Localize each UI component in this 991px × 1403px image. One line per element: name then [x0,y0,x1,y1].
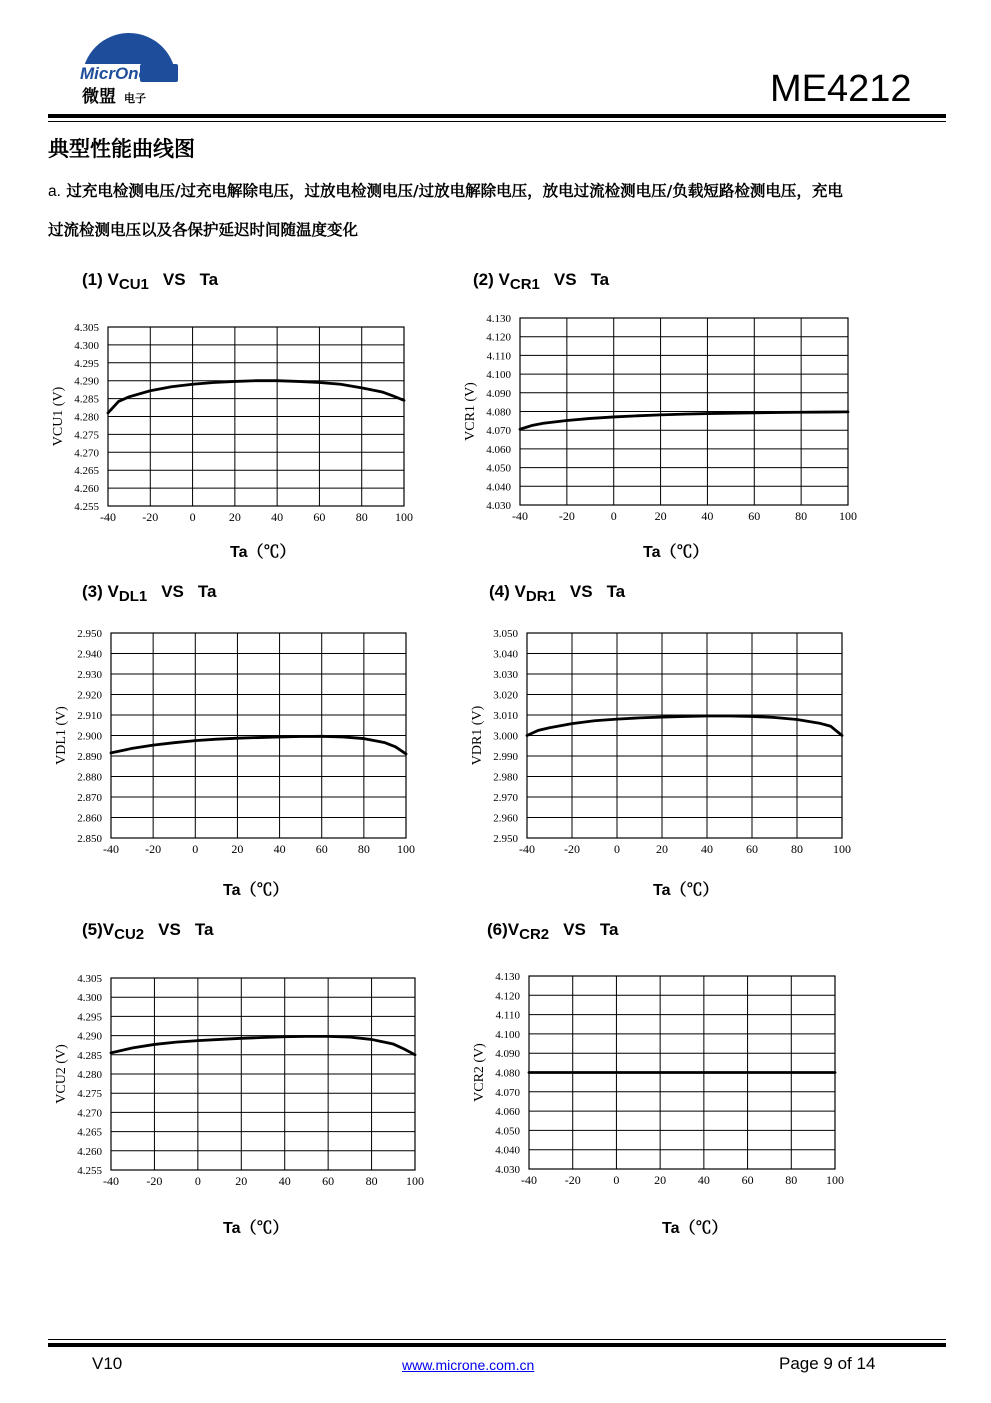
xaxis-label-5: Ta（℃） [223,1220,289,1237]
x-tick-label: -40 [100,510,116,524]
description-text-1: 过充电检测电压/过充电解除电压，过放电检测电压/过放电解除电压，放电过流检测电压/负载短路检测电压，充电 [66,182,843,200]
x-tick-label: 0 [192,842,199,856]
y-tick-label: 4.290 [74,375,99,388]
y-tick-label: 4.060 [495,1106,520,1119]
y-tick-label: 4.070 [486,425,511,438]
x-tick-label: 20 [654,1173,667,1187]
chart-title-4: (4) $V_{DR1}$ VS Ta [489,582,626,605]
x-tick-label: 80 [785,1173,798,1187]
x-tick-label: -40 [521,1173,537,1187]
y-tick-label: 4.260 [77,1145,102,1158]
y-tick-label: 4.280 [74,411,99,424]
x-tick-label: -40 [103,842,119,856]
xaxis-label-6: Ta（℃） [662,1220,728,1237]
y-tick-label: 4.270 [77,1107,102,1120]
description-prefix: a. [48,183,61,200]
y-tick-label: 2.890 [77,751,102,763]
y-tick-label: 2.950 [493,833,518,845]
y-tick-label: 4.120 [495,990,520,1003]
y-tick-label: 4.285 [77,1049,102,1062]
xaxis-label-4: Ta（℃） [653,882,719,899]
chart-title-2: (2) $V_{CR1}$ VS Ta [473,270,610,293]
x-tick-label: 100 [833,842,851,856]
y-tick-label: 2.980 [493,771,518,784]
section-title: 典型性能曲线图 [48,137,195,161]
y-tick-label: 4.050 [486,462,511,475]
y-tick-label: 4.300 [77,992,102,1005]
y-tick-label: 4.275 [77,1088,102,1101]
y-axis-label: VCU2 (V) [54,1044,69,1104]
y-tick-label: 4.110 [486,350,511,363]
y-tick-label: 4.120 [486,331,511,344]
y-tick-label: 4.050 [495,1125,520,1138]
x-tick-label: 60 [746,842,758,856]
x-tick-label: 20 [235,1174,248,1188]
y-tick-label: 4.030 [486,500,511,512]
x-tick-label: 20 [228,510,241,524]
x-tick-label: 20 [656,842,668,856]
y-tick-label: 4.305 [77,973,102,985]
chart-1 [51,322,413,524]
y-tick-label: 4.275 [74,429,99,442]
x-tick-label: -20 [145,842,162,856]
y-tick-label: 2.970 [493,792,518,804]
x-tick-label: 60 [313,510,326,524]
y-tick-label: 2.940 [77,648,102,661]
y-tick-label: 3.000 [493,730,518,743]
x-tick-label: -40 [519,842,535,856]
x-tick-label: 80 [791,842,803,856]
footer-rule-thick [48,1343,946,1347]
x-tick-label: 100 [839,509,857,523]
series-line [111,1036,415,1054]
x-tick-label: 100 [397,842,415,856]
y-axis-label: VDR1 (V) [470,705,485,766]
x-tick-label: -20 [564,842,580,856]
x-tick-label: 40 [273,842,286,856]
chart-5 [54,973,424,1188]
y-tick-label: 2.920 [77,689,102,702]
x-tick-label: 80 [795,509,808,523]
y-tick-label: 4.030 [495,1164,520,1176]
chart-2 [463,313,857,523]
y-tick-label: 4.280 [77,1069,102,1081]
series-line [108,381,404,413]
footer-rule-thin [48,1339,946,1340]
y-tick-label: 3.030 [493,669,518,681]
chart-6 [472,971,844,1187]
y-axis-label: VCR2 (V) [472,1043,487,1102]
y-tick-label: 3.020 [493,689,518,702]
y-tick-label: 4.070 [495,1086,520,1099]
x-tick-label: -20 [142,510,159,524]
series-line [111,736,406,754]
y-tick-label: 2.960 [493,812,518,825]
y-tick-label: 2.870 [77,792,102,804]
footer-page-number: Page 9 of 14 [779,1354,876,1373]
y-tick-label: 4.130 [495,971,520,983]
y-tick-label: 4.260 [74,483,99,496]
x-tick-label: 0 [614,842,620,856]
x-tick-label: 100 [826,1173,844,1187]
x-tick-label: 20 [231,842,244,856]
y-tick-label: 2.860 [77,812,102,825]
y-tick-label: 4.300 [74,339,99,352]
x-tick-label: 40 [701,509,714,523]
y-tick-label: 2.930 [77,669,102,681]
series-line [520,412,848,429]
x-tick-label: 40 [278,1174,291,1188]
y-tick-label: 4.080 [495,1067,520,1080]
x-tick-label: 100 [395,510,413,524]
y-axis-label: VDL1 (V) [54,706,69,765]
y-tick-label: 2.910 [77,710,102,722]
y-tick-label: 3.010 [493,710,518,722]
xaxis-label-3: Ta（℃） [223,882,289,899]
x-tick-label: -40 [103,1174,119,1188]
y-tick-label: 4.100 [495,1028,520,1041]
x-tick-label: -20 [564,1173,581,1187]
x-tick-label: 20 [654,509,667,523]
y-tick-label: 4.040 [495,1144,520,1157]
y-tick-label: 4.265 [77,1126,102,1139]
logo-text-cn: 微盟 [82,87,116,107]
y-tick-label: 4.305 [74,322,99,334]
x-tick-label: 0 [610,509,617,523]
y-tick-label: 4.290 [77,1030,102,1043]
y-tick-label: 2.880 [77,771,102,784]
series-line [527,716,842,735]
x-tick-label: 0 [189,510,196,524]
y-tick-label: 4.110 [495,1009,520,1022]
x-tick-label: -20 [558,509,575,523]
y-tick-label: 3.040 [493,648,518,661]
y-tick-label: 3.050 [493,628,518,640]
y-tick-label: 4.040 [486,481,511,494]
x-tick-label: 0 [194,1174,201,1188]
footer-url-link[interactable]: www.microne.com.cn [402,1357,535,1373]
y-tick-label: 4.270 [74,447,99,460]
x-tick-label: 80 [357,842,370,856]
logo-text-en: MicrOne [80,64,149,83]
description-line2: 过流检测电压以及各保护延迟时间随温度变化 [48,221,359,239]
x-tick-label: -20 [146,1174,163,1188]
y-tick-label: 4.295 [74,357,99,370]
x-tick-label: 60 [315,842,328,856]
x-tick-label: 0 [613,1173,620,1187]
x-tick-label: 80 [365,1174,378,1188]
y-tick-label: 4.090 [495,1048,520,1061]
y-tick-label: 4.100 [486,369,511,382]
x-tick-label: -40 [512,509,528,523]
xaxis-label-2: Ta（℃） [643,544,709,561]
y-tick-label: 4.060 [486,443,511,456]
x-tick-label: 100 [406,1174,424,1188]
y-tick-label: 4.090 [486,387,511,400]
x-tick-label: 60 [741,1173,754,1187]
x-tick-label: 40 [701,842,713,856]
x-tick-label: 40 [697,1173,710,1187]
y-tick-label: 2.850 [77,833,102,845]
chart-title-5: $(5)V_{CU2}$ VS Ta [82,920,214,943]
xaxis-label-1: Ta（℃） [230,544,296,561]
chart-title-3: (3) $V_{DL1}$ VS Ta [82,582,217,605]
y-tick-label: 2.950 [77,628,102,640]
chart-4 [470,628,851,856]
y-tick-label: 2.900 [77,730,102,743]
y-tick-label: 4.255 [74,501,99,513]
chart-title-1: (1) $V_{CU1}$ VS Ta [82,270,219,293]
y-tick-label: 4.295 [77,1011,102,1024]
y-tick-label: 2.990 [493,751,518,763]
chart-title-6: $(6)V_{CR2}$ VS Ta [487,920,619,943]
x-tick-label: 60 [322,1174,335,1188]
y-tick-label: 4.255 [77,1165,102,1177]
chart-3 [54,628,415,856]
part-number: ME4212 [770,68,912,110]
logo-text-cn-small: 电子 [124,92,146,105]
y-axis-label: VCU1 (V) [51,386,66,447]
y-tick-label: 4.285 [74,393,99,406]
x-tick-label: 80 [355,510,368,524]
x-tick-label: 40 [271,510,284,524]
y-axis-label: VCR1 (V) [463,382,478,441]
x-tick-label: 60 [748,509,761,523]
y-tick-label: 4.080 [486,406,511,419]
y-tick-label: 4.265 [74,465,99,478]
footer-version: V10 [92,1354,123,1373]
y-tick-label: 4.130 [486,313,511,325]
